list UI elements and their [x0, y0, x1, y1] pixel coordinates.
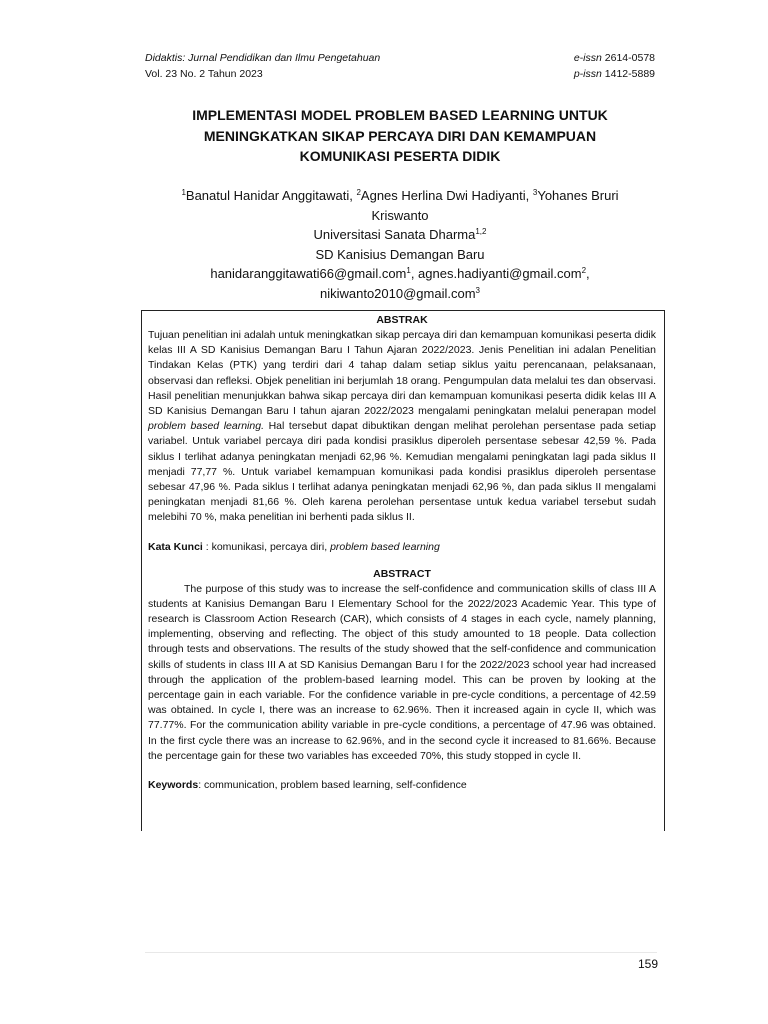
eissn-value: 2614-0578 — [604, 52, 655, 64]
page-number: 159 — [637, 957, 658, 971]
eissn-label: e-issn — [573, 52, 602, 64]
pissn — [574, 66, 655, 82]
title-line-1: IMPLEMENTASI MODEL PROBLEM BASED LEARNING UNTUK — [192, 107, 608, 123]
journal-name: Didaktis: Jurnal Pendidikan dan Ilmu Pengetahuan — [145, 52, 381, 64]
author-3-continued: Kriswanto — [371, 207, 429, 223]
author-names — [145, 186, 655, 206]
abstrak-heading: ABSTRAK — [376, 314, 428, 326]
abstrak-body — [148, 328, 656, 526]
email-separator: , — [586, 266, 590, 281]
kata-kunci — [148, 540, 656, 555]
author-3: Yohanes Bruri — [537, 188, 619, 203]
affiliation-1-text: Universitasi Sanata Dharma — [313, 227, 476, 242]
author-2: Agnes Herlina Dwi Hadiyanti, — [360, 188, 533, 203]
volume-info: Vol. 23 No. 2 Tahun 2023 — [145, 68, 263, 80]
pissn-value: 1412-5889 — [604, 68, 655, 80]
kata-kunci-text: : komunikasi, percaya diri, — [202, 540, 331, 553]
affiliation-1-marker: 1,2 — [475, 227, 487, 236]
pissn-label: p-issn — [573, 68, 602, 80]
kata-kunci-italic: problem based learning — [330, 540, 440, 553]
email-1[interactable]: hanidaranggitawati66@gmail.com — [210, 266, 407, 281]
title-line-3: KOMUNIKASI PESERTA DIDIK — [299, 148, 501, 164]
keywords — [148, 778, 656, 793]
running-header-left — [145, 50, 380, 82]
author-2-marker: 2 — [356, 188, 361, 197]
emails-line-2 — [145, 284, 655, 304]
email-2-marker: 2 — [581, 266, 587, 275]
author-1: Banatul Hanidar Anggitawati, — [185, 188, 357, 203]
abstrak-text-italic: problem based learning. — [148, 420, 264, 433]
email-3[interactable]: nikiwanto2010@gmail.com — [319, 285, 476, 301]
abstract-box — [141, 310, 665, 831]
email-2[interactable]: , agnes.hadiyanti@gmail.com — [410, 266, 582, 281]
abstrak-text-2: Hal tersebut dapat dibuktikan dengan melihat perolehan persentase pada setiap variabel. Untuk variabel percaya diri pada kondisi prasiklus diperoleh persentase sebesar 42,59 %. Pada siklus I terlihat adanya peningkatan menjadi 62,96 %. Kemudian mengalami peningkatan lagi pada siklus II menjadi 77,77 %. Untuk variabel kemampuan komunikasi pada kondisi prasiklus diperoleh persentase sebesar 47,96 %. Pada siklus I terlihat adanya peningkatan menjadi 62,96 %, dan pada siklus II mengalami peningkatan menjadi 81,66 %. Oleh karena perolehan persentase untuk kedua variabel tersebut sudah melebihi 70 %, maka penelitian ini berhenti pada siklus II. — [148, 420, 656, 524]
abstract-content — [148, 313, 656, 793]
email-3-marker: 3 — [475, 285, 480, 295]
running-header-right — [574, 50, 655, 82]
footer-divider — [145, 952, 657, 953]
affiliation-1 — [145, 225, 655, 245]
author-block — [145, 186, 655, 303]
author-3-marker: 3 — [532, 188, 538, 197]
abstrak-text-1: Tujuan penelitian ini adalah untuk meningkatkan sikap percaya diri dan kemampuan komunikasi peserta didik kelas III A SD Kanisius Demangan Baru I Tahun Ajaran 2022/2023. Jenis Penelitian ini adalan Penelitian Tindakan Kelas (PTK) yang terdiri dari 4 tahap dalam setiap siklus yaitu perencanaan, pelaksanaan, observasi dan refleksi. Objek penelitian ini berjumlah 18 orang. Pengumpulan data melalui tes dan observasi. Hasil penelitian menunjukkan bahwa sikap percaya diri dan kemampuan komunikasi peserta didik kelas III A SD Kanisius Demangan Baru I tahun ajaran 2022/2023 mengalami peningkatan melalui penerapan model — [148, 329, 656, 418]
paper-title — [145, 105, 655, 167]
eissn — [574, 50, 655, 66]
author-1-marker: 1 — [181, 188, 186, 197]
affiliation-2: SD Kanisius Demangan Baru — [315, 246, 485, 262]
email-1-marker: 1 — [406, 266, 411, 275]
abstract-body: The purpose of this study was to increase the self-confidence and communication skills of class III A students at Kanisius Demangan Baru I Elementary School for the 2022/2023 Academic Year. This type of research is Classroom Action Research (CAR), which consists of 4 stages in each cycle, namely planning, implementing, observing and reflecting. The object of this study amounted to 18 people. Data collection through tests and observations. The results of the study showed that the self-confidence and communication skills of students in class III A at SD Kanisius Demangan Baru I for the 2022/2023 school year had increased through the application of the problem-based learning model. This can be proven by looking at the percentage gain in each variable. For the confidence variable in pre-cycle conditions, a percentage of 42.59 was obtained. In cycle I, there was an increase to 62.96%. Then it increased again in cycle II, which was 77.77%. For the communication ability variable in pre-cycle conditions, a percentage of 47.96 was obtained. In the first cycle there was an increase to 62.96%, and in the second cycle it increased to 81.66%. Because the percentage gain for these two variables has exceeded 70%, this study stopped in cycle II. — [148, 582, 656, 762]
kata-kunci-label: Kata Kunci — [148, 540, 203, 553]
emails-line-1 — [145, 264, 655, 284]
keywords-label: Keywords — [148, 779, 199, 792]
keywords-text: : communication, problem based learning, self-confidence — [198, 779, 467, 792]
title-line-2: MENINGKATKAN SIKAP PERCAYA DIRI DAN KEMAMPUAN — [203, 127, 597, 144]
abstract-heading: ABSTRACT — [373, 567, 431, 580]
